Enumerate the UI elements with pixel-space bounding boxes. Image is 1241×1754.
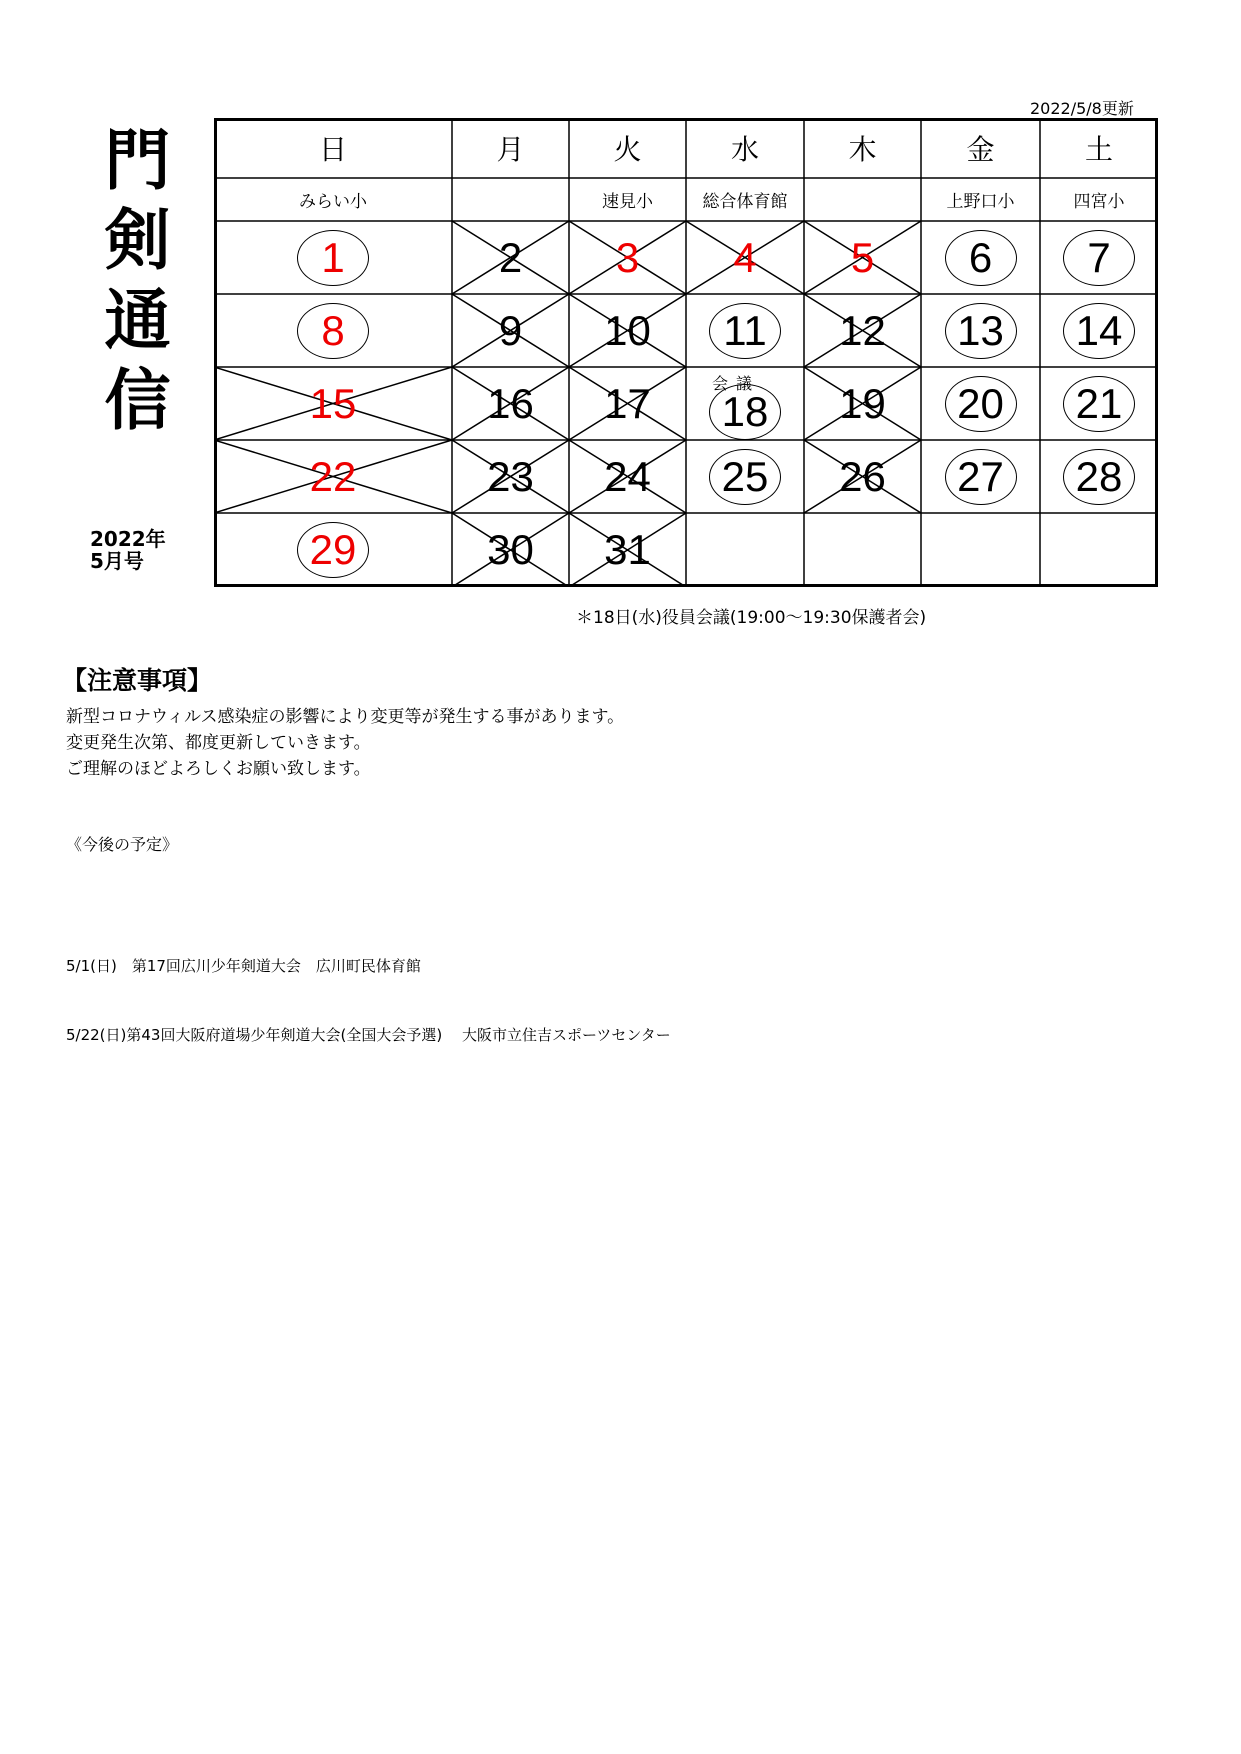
weekday-header: 水 <box>730 133 759 166</box>
calendar-day: 26 <box>839 452 886 500</box>
calendar-day: 13 <box>957 306 1004 354</box>
calendar-day: 6 <box>968 233 993 281</box>
calendar-day: 3 <box>615 233 640 281</box>
calendar-day: 24 <box>604 452 651 500</box>
calendar-day: 11 <box>723 306 767 354</box>
meeting-note: ＊18日(水)役員会議(19:00～19:30保護者会) <box>576 608 927 628</box>
updated-date: 2022/5/8更新 <box>1030 99 1134 118</box>
calendar-day: 21 <box>1075 379 1123 427</box>
calendar-day: 22 <box>309 452 357 500</box>
calendar-grid <box>214 118 1158 587</box>
weekday-header: 金 <box>966 133 995 166</box>
future-schedule-heading: 《今後の予定》 <box>66 835 179 854</box>
calendar-day: 27 <box>957 452 1004 500</box>
calendar-day: 1 <box>321 233 345 281</box>
weekday-header: 木 <box>848 133 877 166</box>
calendar-day: 5 <box>850 233 875 281</box>
schedule-list <box>66 909 671 1070</box>
calendar-day: 7 <box>1087 233 1111 281</box>
title-char: 通 <box>104 281 171 359</box>
venue-label <box>804 178 921 221</box>
calendar-day: 14 <box>1075 306 1123 354</box>
notice-line: 新型コロナウィルス感染症の影響により変更等が発生する事があります。 <box>66 707 625 727</box>
venue-label: 総合体育館 <box>702 192 788 212</box>
newsletter-title <box>100 120 175 440</box>
calendar-day: 23 <box>487 452 534 500</box>
venue-label: みらい小 <box>299 192 367 212</box>
venue-label <box>452 178 569 221</box>
issue-year: 2022年 <box>90 527 166 551</box>
venue-label: 上野口小 <box>946 192 1015 212</box>
calendar-day: 12 <box>839 306 886 354</box>
issue-label <box>90 528 166 572</box>
calendar-day: 4 <box>733 233 757 281</box>
notice-line: ご理解のほどよろしくお願い致します。 <box>66 759 371 779</box>
title-char: 信 <box>104 361 171 439</box>
calendar-day: 25 <box>721 452 769 500</box>
venue-label: 四宮小 <box>1073 192 1125 212</box>
calendar-day: 2 <box>498 233 523 281</box>
calendar-day: 18 <box>721 387 769 435</box>
calendar-day: 15 <box>309 379 357 427</box>
title-char: 門 <box>104 121 171 199</box>
issue-month: 5月号 <box>90 549 144 573</box>
calendar-day: 20 <box>957 379 1004 427</box>
notice-line: 変更発生次第、都度更新していきます。 <box>66 733 371 753</box>
notice-heading: 【注意事項】 <box>62 666 213 695</box>
title-char: 剣 <box>104 201 171 279</box>
calendar-day: 31 <box>604 526 651 573</box>
meeting-label: 会議 <box>712 374 761 393</box>
calendar-day: 19 <box>839 379 886 427</box>
calendar-day: 8 <box>321 306 345 354</box>
notice-body <box>66 704 624 782</box>
calendar-day: 30 <box>487 526 534 573</box>
weekday-header: 月 <box>496 133 525 166</box>
venue-label: 速見小 <box>602 192 653 212</box>
calendar-day: 9 <box>498 306 523 354</box>
weekday-header: 日 <box>318 133 347 166</box>
weekday-header: 土 <box>1084 133 1113 166</box>
calendar-day: 28 <box>1075 452 1123 500</box>
weekday-header: 火 <box>613 133 642 166</box>
calendar-day: 29 <box>309 526 357 573</box>
schedule-item: 5/1(日) 第17回広川少年剣道大会 広川町民体育館 <box>66 957 421 975</box>
calendar-day: 17 <box>604 379 651 427</box>
calendar-day: 10 <box>604 306 651 354</box>
calendar-day: 16 <box>487 379 534 427</box>
schedule-item: 5/22(日)第43回大阪府道場少年剣道大会(全国大会予選) 大阪市立住吉スポーツセンター <box>66 1026 671 1044</box>
